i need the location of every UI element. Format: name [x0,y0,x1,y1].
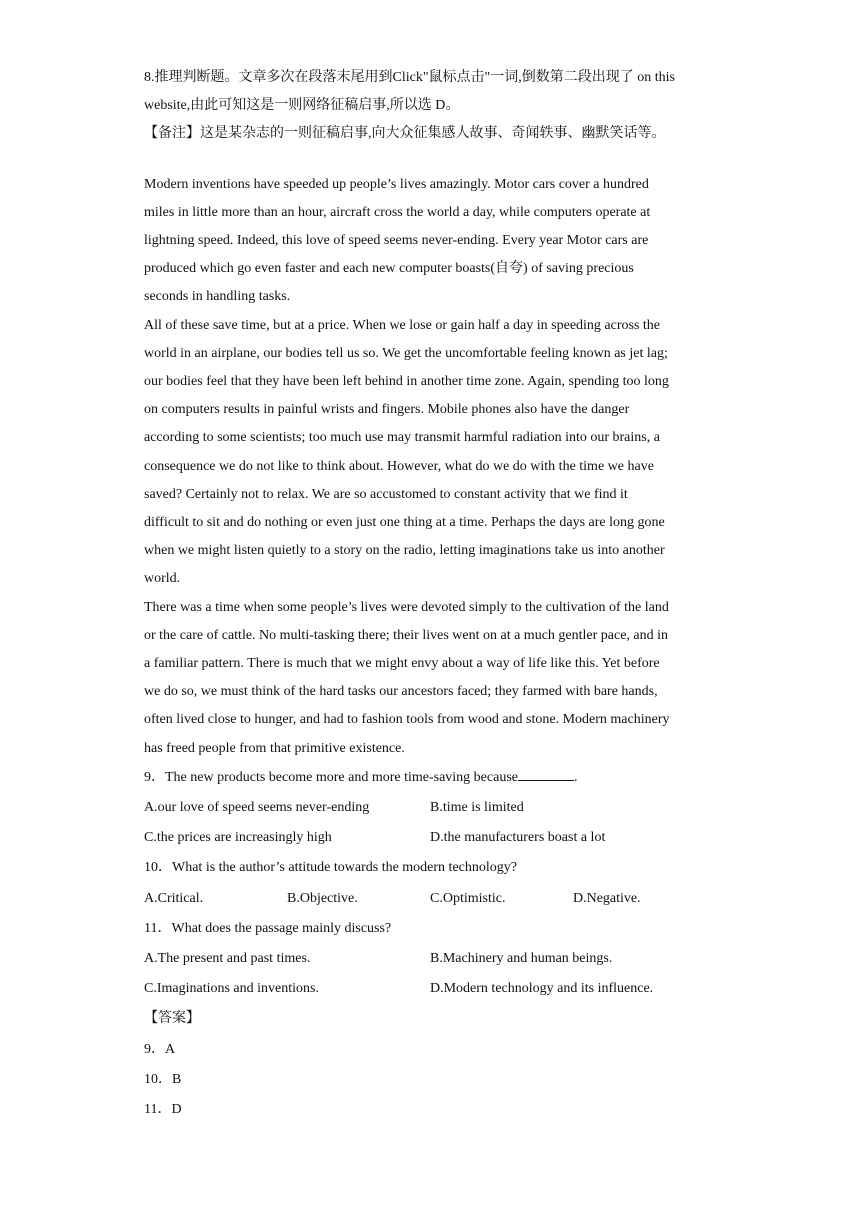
analysis-line: website,由此可知这是一则网络征稿启事,所以选 D。 [144,98,460,114]
option-c: C.the prices are increasingly high [144,830,332,846]
option-d: D.Modern technology and its influence. [430,981,654,997]
document-page [144,64,722,1125]
question-stem: 11．What does the passage mainly discuss? [144,920,392,936]
option-c: C.Imaginations and inventions. [144,981,319,997]
options-row [144,793,722,823]
question-stem: 10．What is the author’s attitude towards the modern technology? [144,860,517,876]
passage-line: a familiar pattern. There is much that we might envy about a way of life like this. Yet before [144,656,660,672]
option-a: A.Critical. [144,890,204,906]
passage-paragraph-1 [144,171,722,312]
passage-line: world in an airplane, our bodies tell us so. We get the uncomfortable feeling known as jet lag; [144,345,668,361]
passage-paragraph-3 [144,594,722,763]
passage-line: Modern inventions have speeded up people’s lives amazingly. Motor cars cover a hundred [144,176,649,192]
option-b: B.time is limited [430,800,524,816]
question-stem [144,763,722,793]
passage-line: produced which go even faster and each new computer boasts(自夸) of saving precious [144,261,634,277]
passage-paragraph-2 [144,312,722,594]
options-row [144,884,722,914]
passage-line: seconds in handling tasks. [144,289,291,305]
passage-line: world. [144,571,181,587]
question-10 [144,853,722,913]
passage-line: when we might listen quietly to a story on the radio, letting imaginations take us into another [144,543,665,559]
option-a: A.The present and past times. [144,951,311,967]
answer-10: 10．B [144,1071,182,1087]
question-stem-end: . [573,769,578,785]
passage-line: according to some scientists; too much use may transmit harmful radiation into our brains, a [144,430,660,446]
answer-9: 9．A [144,1041,176,1057]
passage-line: on computers results in painful wrists and fingers. Mobile phones also have the danger [144,402,630,418]
option-d: D.Negative. [573,890,641,906]
passage-line: saved? Certainly not to relax. We are so accustomed to constant activity that we find it [144,486,628,502]
option-a: A.our love of speed seems never-ending [144,800,370,816]
option-b: B.Objective. [287,890,358,906]
analysis-block [144,64,722,149]
answer-heading: 【答案】 [144,1011,200,1027]
options-row [144,944,722,974]
answer-blank [518,768,574,781]
option-d: D.the manufacturers boast a lot [430,830,606,846]
option-b: B.Machinery and human beings. [430,951,613,967]
spacer [144,149,722,171]
passage-line: All of these save time, but at a price. When we lose or gain half a day in speeding across the [144,317,661,333]
passage-line: often lived close to hunger, and had to fashion tools from wood and stone. Modern machinery [144,712,670,728]
options-row [144,823,722,853]
question-9 [144,763,722,854]
passage-line: There was a time when some people’s lives were devoted simply to the cultivation of the land [144,599,669,615]
passage-line: consequence we do not like to think about. However, what do we do with the time we have [144,458,654,474]
passage-line: lightning speed. Indeed, this love of speed seems never-ending. Every year Motor cars are [144,233,649,249]
passage-line: or the care of cattle. No multi-tasking there; their lives went on at a much gentler pace, and in [144,627,669,643]
question-11 [144,914,722,1005]
option-c: C.Optimistic. [430,890,506,906]
question-stem-text: 9．The new products become more and more time-saving because [144,769,518,785]
note-line: 【备注】这是某杂志的一则征稿启事,向大众征集感人故事、奇闻轶事、幽默笑话等。 [144,126,666,142]
passage-line: miles in little more than an hour, aircraft cross the world a day, while computers operate at [144,204,651,220]
passage-line: we do so, we must think of the hard tasks our ancestors faced; they farmed with bare hands, [144,684,658,700]
passage-line: has freed people from that primitive existence. [144,740,405,756]
passage-line: difficult to sit and do nothing or even just one thing at a time. Perhaps the days are long gone [144,515,665,531]
passage-line: our bodies feel that they have been left behind in another time zone. Again, spending too long [144,374,669,390]
answer-11: 11．D [144,1102,182,1118]
analysis-line: 8.推理判断题。文章多次在段落末尾用到Click"鼠标点击"一词,倒数第二段出现了 on this [144,70,675,85]
answer-block [144,1004,722,1125]
options-row [144,974,722,1004]
